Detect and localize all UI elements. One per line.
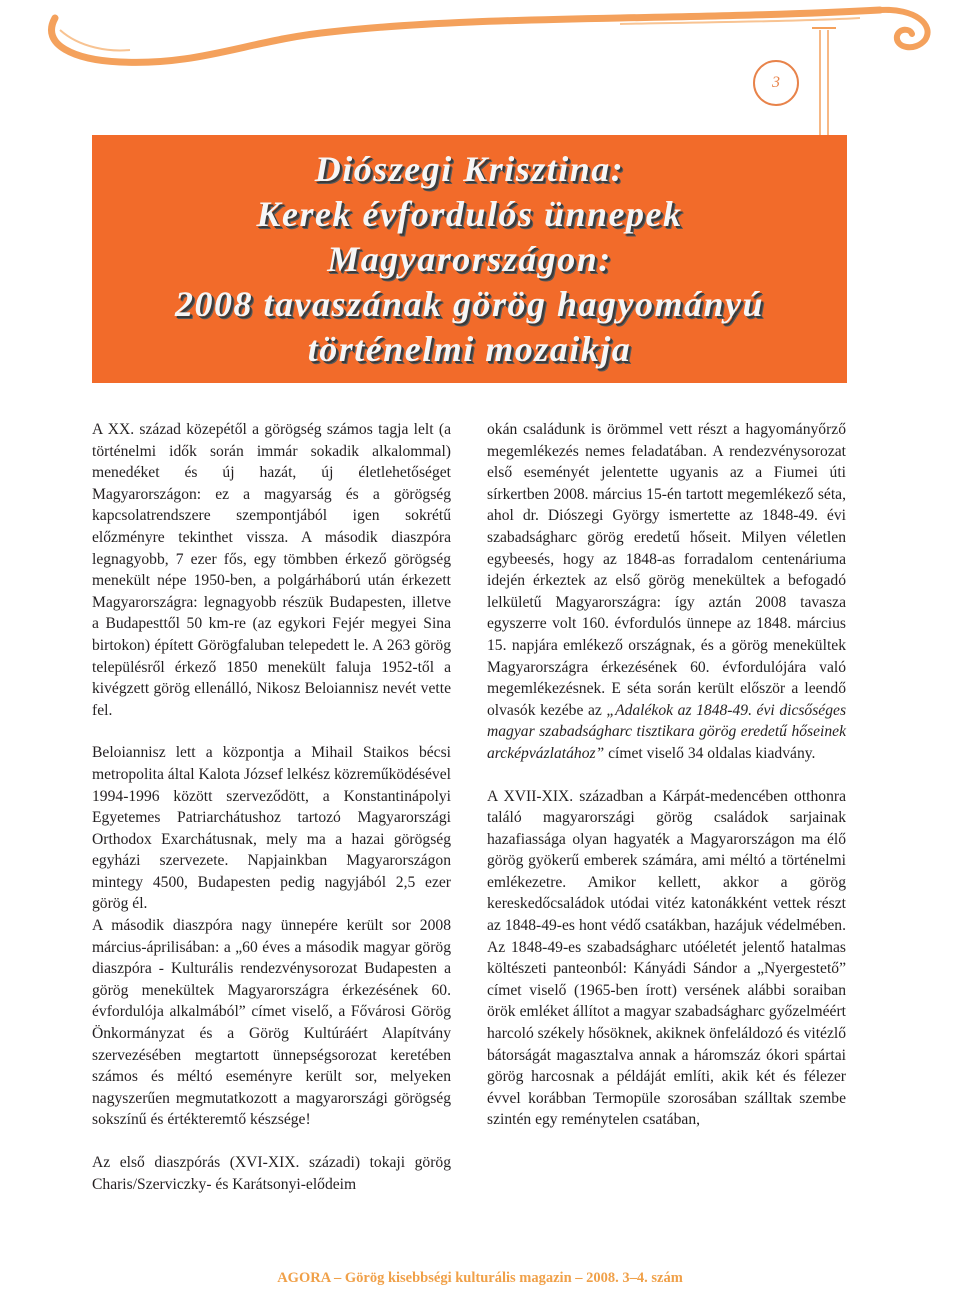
title-line: Magyarországon: [327,238,612,279]
paragraph: A második diaszpóra nagy ünnepére került sor 2008 március-áprilisában: a „60 éves a második magyar görög diaszpóra - Kulturális rendezvénysorozat Budapesten a görög menekültek Magyarországra érkezésének 60. évfordulója alkalmából” címet viselő, a Fővárosi Görög Önkormányzat és a Görög Kultúráért Alapítvány szervezésében megtartott ünnepségsorozat keretében számos és méltó eseményre került sor, melyeken nagyszerűen megmutatkozott a magyarországi görögség sokszínű és értékteremtő készsége! [92,917,451,1129]
title-line: 2008 tavaszának görög hagyományú [174,283,765,324]
footer: AGORA – Görög kisebbségi kulturális magazin – 2008. 3–4. szám [277,1270,683,1286]
title-line: Kerek évfordulós ünnepek [256,193,683,234]
left-column [92,419,451,1195]
title-line: történelmi mozaikja [307,328,632,369]
page-number [753,60,799,106]
publication-title: „Adalékok az 1848-49. évi dicsőséges magyar szabadságharc tisztikara görög eredetű hőseinek arcképvázlatához” [487,701,847,762]
title-line: Diószegi Krisztina: [314,148,625,189]
page-number-text: 3 [772,74,780,91]
right-column [487,419,846,1131]
title-banner [92,135,847,383]
paragraph: Beloiannisz lett a központja a Mihail Staikos bécsi metropolita által Kalota József lelkész közreműködésével 1994-1996 között szerveződött, a Konstantinápolyi Egyetemes Patriarchátushoz tartozó Magyarországi Orthodox Exarchátusnak, mely ma a hazai görögség egyházi szervezete. Napjainkban Magyarországon mintegy 4500, Budapesten pedig nagyjából 2,5 ezer görög él. [92,744,451,913]
paragraph: A XX. század közepétől a görögség számos tagja lelt (a történelmi idők során immár sokadik alkalommal) menedéket és új hazát, új életlehetőséget Magyarországon: ez a magyarság és a görögség kapcsolatrendszere szempontjából igen sokrétű előzményre tekinthet vissza. A második diaszpóra legnagyobb, 7 ezer fős, egy tömbben érkező görögség menekült népe 1950-ben, a polgárháború után érkezett Magyarországra: legnagyobb részük Budapesten, illetve a Budapesttől 50 km-re (az egykori Fejér megyei Sina birtokon) épített Görögfaluban telepedett le. A 263 görög településről érkező 1850 menekült faluja 1952-től a kivégzett görög ellenálló, Nikosz Beloiannisz nevét vette fel. [92,421,451,719]
paragraph-text: címet viselő 34 oldalas kiadvány. [604,744,816,762]
paragraph: Az első diaszpórás (XVI-XIX. századi) tokaji görög Charis/Szerviczky- és Karátsonyi-elődeim [92,1154,451,1193]
paragraph: A XVII-XIX. században a Kárpát-medencében otthonra találó magyarországi görög családok sarjainak hazafiassága olyan hagyaték a Magyarországon ma élő görög gyökerű emberek számára, ami méltó a történelmi emlékezetre. Amikor kellett, akkor a görög kereskedőcsaládok utódai vitéz katonákként vettek részt az 1848-49-es hont védő csatákban, hazájuk védelmében. Az 1848-49-es szabadságharc utóéletét jelentő hatalmas költészeti panteonból: Kányádi Sándor a „Nyergestető” címet viselő (1965-ben írott) versének alábbi soraiban örök emléket állítot a magyar szabadságharc győzelméért harcoló székely hősöknek, akiknek önfeláldozó és vitézlő bátorságát magasztalva annak a háromszáz ókori spártai görög harcosnak a példáját említi, akik két és félezer évvel korábban Termopüle szorosában szálltak szembe szintén egy reménytelen csatában, [487,787,846,1129]
paragraph-text: okán családunk is örömmel vett részt a hagyományőrző megemlékezés nemes feladatában. A rendezvénysorozat első eseményét jelentette ugyanis az a Fiumei úti sírkertben 2008. március 15-én tartott megemlékező séta, ahol dr. Diószegi György ismertette az 1848-49. évi szabadságharc görög eredetű hőseit. Milyen véletlen egybeesés, hogy az 1848-as forradalom centenáriuma idején érkeztek az első görög menekültek a befogadó lelkületű Magyarországra: így aztán 2008 tavasza egyszerre volt 160. évfordulós ünnepe az 1848. március 15. napjára emlékező országnak, és a görög menekültek Magyarországra érkezésének 60. évfordulójára való megemlékezésnek. E séta során került először a leendő olvasók kezébe az [487,421,846,719]
paragraph [487,419,846,765]
